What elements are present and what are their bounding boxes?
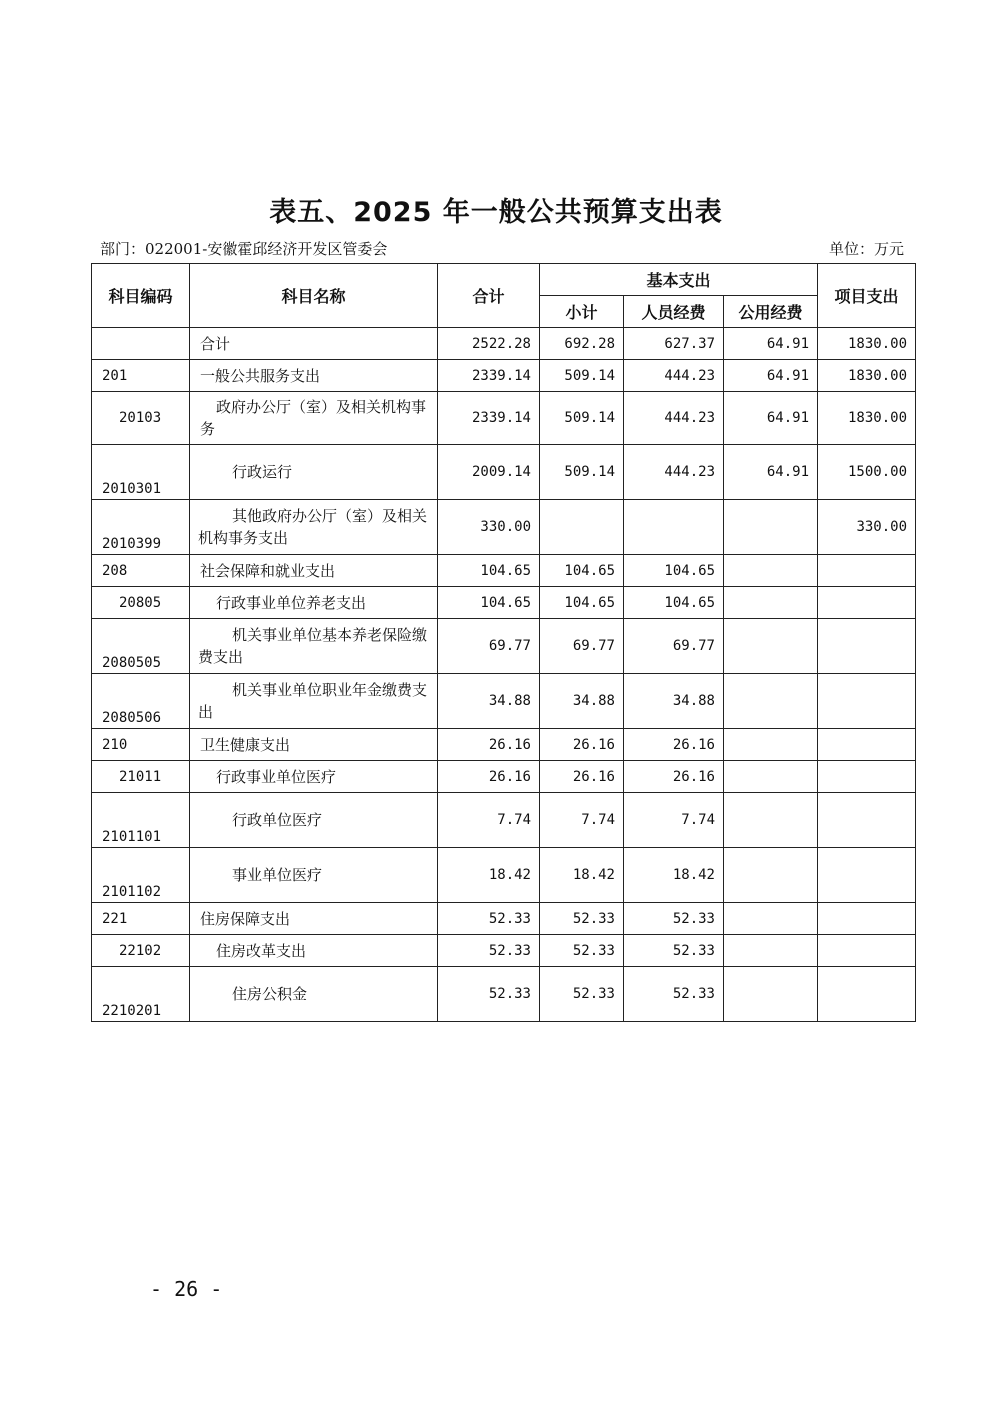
row-name: 机关事业单位职业年金缴费支出	[190, 674, 438, 729]
row-name: 住房改革支出	[190, 935, 438, 967]
row-personnel: 444.23	[624, 392, 724, 445]
row-project	[818, 793, 916, 848]
row-name: 其他政府办公厅（室）及相关机构事务支出	[190, 500, 438, 555]
row-public	[724, 793, 818, 848]
table-row	[92, 903, 916, 935]
row-total: 69.77	[438, 619, 540, 674]
table-row	[92, 674, 916, 729]
page-number: - 26 -	[150, 1277, 223, 1301]
row-personnel: 627.37	[624, 328, 724, 360]
row-subtotal: 509.14	[540, 392, 624, 445]
row-project	[818, 967, 916, 1022]
row-project	[818, 587, 916, 619]
row-personnel: 7.74	[624, 793, 724, 848]
row-total: 18.42	[438, 848, 540, 903]
row-subtotal: 52.33	[540, 967, 624, 1022]
row-project: 1830.00	[818, 392, 916, 445]
row-name: 住房保障支出	[190, 903, 438, 935]
row-public: 64.91	[724, 445, 818, 500]
row-subtotal: 52.33	[540, 935, 624, 967]
row-project	[818, 848, 916, 903]
table-row	[92, 848, 916, 903]
row-personnel: 26.16	[624, 761, 724, 793]
row-personnel	[624, 500, 724, 555]
row-public: 64.91	[724, 392, 818, 445]
row-code	[92, 328, 190, 360]
table-row	[92, 328, 916, 360]
row-name: 行政运行	[190, 445, 438, 500]
row-total: 52.33	[438, 967, 540, 1022]
row-subtotal: 52.33	[540, 903, 624, 935]
table-row	[92, 392, 916, 445]
row-subtotal: 26.16	[540, 761, 624, 793]
row-code: 2080506	[92, 674, 190, 729]
row-project	[818, 674, 916, 729]
row-project: 330.00	[818, 500, 916, 555]
header-project: 项目支出	[818, 264, 916, 328]
row-personnel: 52.33	[624, 967, 724, 1022]
row-name: 住房公积金	[190, 967, 438, 1022]
row-code: 208	[92, 555, 190, 587]
row-code: 201	[92, 360, 190, 392]
header-code: 科目编码	[92, 264, 190, 328]
row-public	[724, 903, 818, 935]
table-row	[92, 360, 916, 392]
row-code: 2010399	[92, 500, 190, 555]
row-code: 2101102	[92, 848, 190, 903]
row-name: 合计	[190, 328, 438, 360]
row-public	[724, 555, 818, 587]
row-name: 事业单位医疗	[190, 848, 438, 903]
row-project: 1830.00	[818, 328, 916, 360]
row-name: 一般公共服务支出	[190, 360, 438, 392]
row-public	[724, 619, 818, 674]
table-row	[92, 587, 916, 619]
row-name: 行政事业单位养老支出	[190, 587, 438, 619]
row-total: 26.16	[438, 761, 540, 793]
row-subtotal: 509.14	[540, 360, 624, 392]
row-total: 34.88	[438, 674, 540, 729]
table-row	[92, 619, 916, 674]
row-personnel: 69.77	[624, 619, 724, 674]
row-name: 社会保障和就业支出	[190, 555, 438, 587]
row-code: 22102	[92, 935, 190, 967]
row-code: 20103	[92, 392, 190, 445]
table-row	[92, 500, 916, 555]
row-name: 政府办公厅（室）及相关机构事务	[190, 392, 438, 445]
header-name: 科目名称	[190, 264, 438, 328]
row-personnel: 104.65	[624, 555, 724, 587]
row-total: 330.00	[438, 500, 540, 555]
row-personnel: 444.23	[624, 445, 724, 500]
row-subtotal: 509.14	[540, 445, 624, 500]
row-total: 52.33	[438, 903, 540, 935]
row-code: 20805	[92, 587, 190, 619]
row-personnel: 52.33	[624, 903, 724, 935]
table-row	[92, 793, 916, 848]
row-name: 机关事业单位基本养老保险缴费支出	[190, 619, 438, 674]
row-project	[818, 729, 916, 761]
row-project	[818, 935, 916, 967]
page-title: 表五、2025 年一般公共预算支出表	[269, 197, 723, 228]
row-personnel: 26.16	[624, 729, 724, 761]
row-personnel: 104.65	[624, 587, 724, 619]
header-subtotal: 小计	[540, 296, 624, 328]
row-project	[818, 555, 916, 587]
row-public	[724, 587, 818, 619]
row-total: 104.65	[438, 587, 540, 619]
row-total: 2522.28	[438, 328, 540, 360]
row-subtotal: 104.65	[540, 555, 624, 587]
row-code: 2101101	[92, 793, 190, 848]
row-public	[724, 967, 818, 1022]
row-subtotal: 104.65	[540, 587, 624, 619]
header-public: 公用经费	[724, 296, 818, 328]
row-subtotal: 34.88	[540, 674, 624, 729]
row-project	[818, 619, 916, 674]
row-subtotal: 7.74	[540, 793, 624, 848]
row-code: 2010301	[92, 445, 190, 500]
row-public	[724, 674, 818, 729]
row-public: 64.91	[724, 328, 818, 360]
row-public	[724, 848, 818, 903]
header-personnel: 人员经费	[624, 296, 724, 328]
row-project	[818, 761, 916, 793]
budget-table	[91, 263, 916, 1022]
row-public	[724, 500, 818, 555]
row-code: 21011	[92, 761, 190, 793]
row-total: 26.16	[438, 729, 540, 761]
row-subtotal	[540, 500, 624, 555]
row-personnel: 52.33	[624, 935, 724, 967]
row-public	[724, 761, 818, 793]
row-code: 2080505	[92, 619, 190, 674]
row-subtotal: 18.42	[540, 848, 624, 903]
row-project: 1830.00	[818, 360, 916, 392]
row-name: 行政单位医疗	[190, 793, 438, 848]
row-public	[724, 935, 818, 967]
unit-label: 单位：万元	[828, 240, 904, 258]
row-public: 64.91	[724, 360, 818, 392]
row-project: 1500.00	[818, 445, 916, 500]
header-total: 合计	[438, 264, 540, 328]
header-basic: 基本支出	[540, 264, 818, 296]
table-row	[92, 445, 916, 500]
row-name: 卫生健康支出	[190, 729, 438, 761]
row-public	[724, 729, 818, 761]
row-subtotal: 26.16	[540, 729, 624, 761]
table-row	[92, 967, 916, 1022]
row-subtotal: 69.77	[540, 619, 624, 674]
row-name: 行政事业单位医疗	[190, 761, 438, 793]
row-project	[818, 903, 916, 935]
row-total: 104.65	[438, 555, 540, 587]
table-row	[92, 555, 916, 587]
row-personnel: 18.42	[624, 848, 724, 903]
table-row	[92, 761, 916, 793]
table-row	[92, 935, 916, 967]
row-total: 2339.14	[438, 392, 540, 445]
row-code: 221	[92, 903, 190, 935]
row-personnel: 34.88	[624, 674, 724, 729]
row-subtotal: 692.28	[540, 328, 624, 360]
row-total: 52.33	[438, 935, 540, 967]
department-label: 部门：022001-安徽霍邱经济开发区管委会	[100, 240, 388, 258]
row-personnel: 444.23	[624, 360, 724, 392]
row-total: 2009.14	[438, 445, 540, 500]
row-code: 2210201	[92, 967, 190, 1022]
table-row	[92, 729, 916, 761]
row-total: 7.74	[438, 793, 540, 848]
row-code: 210	[92, 729, 190, 761]
row-total: 2339.14	[438, 360, 540, 392]
